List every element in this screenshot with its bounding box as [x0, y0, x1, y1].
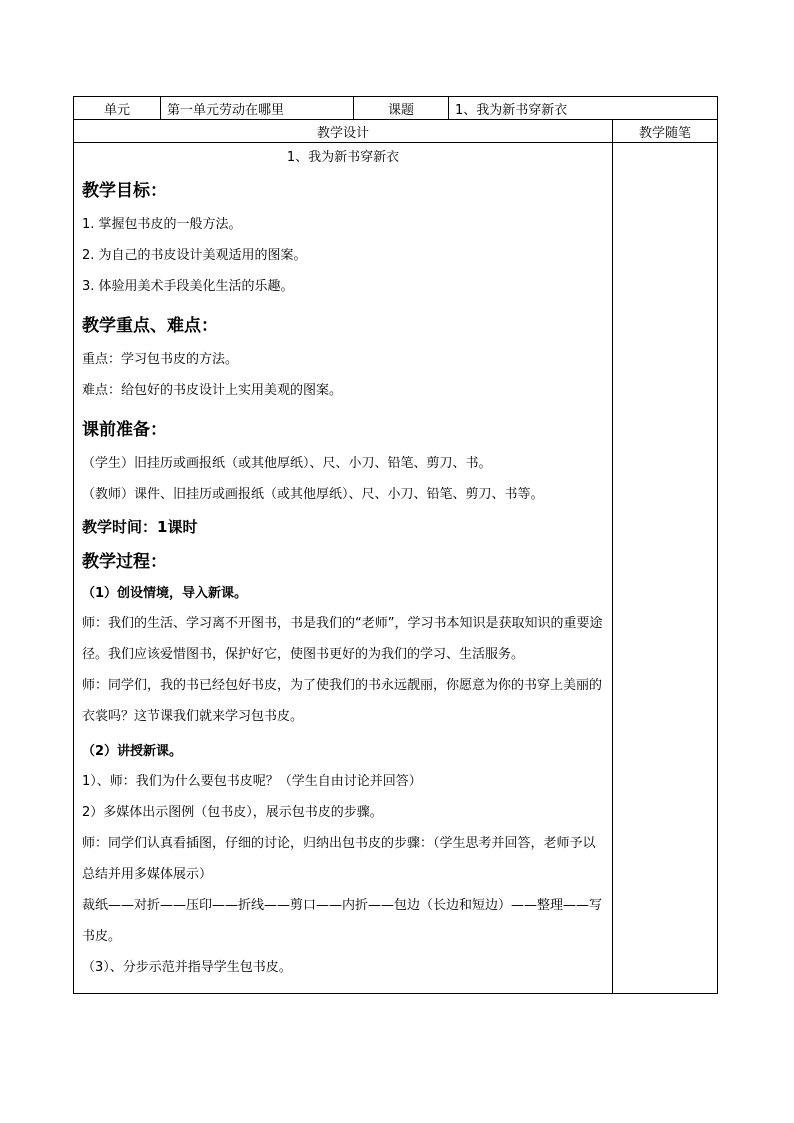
- step1-heading: （1）创设情境，导入新课。: [82, 586, 248, 601]
- unit-value: 第一单元劳动在哪里: [161, 97, 354, 120]
- lesson-plan-table: [73, 96, 718, 994]
- key-point-item: 重点：学习包书皮的方法。: [82, 352, 239, 367]
- key-point-item: 难点：给包好的书皮设计上实用美观的图案。: [82, 383, 343, 398]
- step2-heading: （2）讲授新课。: [82, 744, 183, 759]
- key-points-heading: 教学重点、难点：: [82, 316, 218, 336]
- lesson-title: 1、我为新书穿新衣: [286, 150, 400, 165]
- preparation-item: （学生）旧挂历或画报纸（或其他厚纸）、尺、小刀、铅笔、剪刀、书。: [82, 456, 492, 471]
- preparation-item: （教师）课件、旧挂历或画报纸（或其他厚纸）、尺、小刀、铅笔、剪刀、书等。: [82, 487, 544, 502]
- header-row: [74, 97, 718, 120]
- step1-paragraph: 师：我们的生活、学习离不开图书，书是我们的“老师”，学习书本知识是获取知识的重要途径。我们应该爱惜图书，保护好它，使图书更好的为我们的学习、生活服务。: [82, 616, 603, 662]
- objective-item: 1. 掌握包书皮的一般方法。: [82, 217, 242, 232]
- content-row: [74, 143, 718, 994]
- process-heading: 教学过程：: [82, 552, 167, 572]
- teaching-time: 教学时间：1课时: [82, 518, 198, 536]
- unit-label: 单元: [74, 97, 161, 120]
- design-content-cell: [74, 143, 613, 994]
- topic-label: 课题: [354, 97, 449, 120]
- step2-paragraph: 1）、师：我们为什么要包书皮呢？（学生自由讨论并回答）: [82, 774, 422, 789]
- notes-content-cell: [613, 143, 718, 994]
- topic-value: 1、我为新书穿新衣: [449, 97, 718, 120]
- step2-paragraph: 裁纸——对折——压印——折线——剪口——内折——包边（长边和短边）——整理——写书皮。: [82, 898, 603, 944]
- lesson-plan-document: [73, 96, 717, 994]
- objective-item: 3. 体验用美术手段美化生活的乐趣。: [82, 279, 294, 294]
- step2-paragraph: 师：同学们认真看插图，仔细的讨论，归纳出包书皮的步骤：（学生思考并回答，老师予以总结并用多媒体展示）: [82, 836, 596, 882]
- step1-paragraph: 师：同学们，我的书已经包好书皮，为了使我们的书永远靓丽，你愿意为你的书穿上美丽的衣裳吗？这节课我们就来学习包书皮。: [82, 678, 603, 724]
- column-header-row: [74, 120, 718, 143]
- objectives-heading: 教学目标：: [82, 181, 167, 201]
- objective-item: 2. 为自己的书皮设计美观适用的图案。: [82, 248, 307, 263]
- notes-column-header: 教学随笔: [613, 120, 718, 143]
- step2-paragraph: 2）多媒体出示图例（包书皮），展示包书皮的步骤。: [82, 805, 383, 820]
- step2-paragraph: （3）、分步示范并指导学生包书皮。: [82, 960, 292, 975]
- preparation-heading: 课前准备：: [82, 420, 167, 440]
- design-column-header: 教学设计: [74, 120, 613, 143]
